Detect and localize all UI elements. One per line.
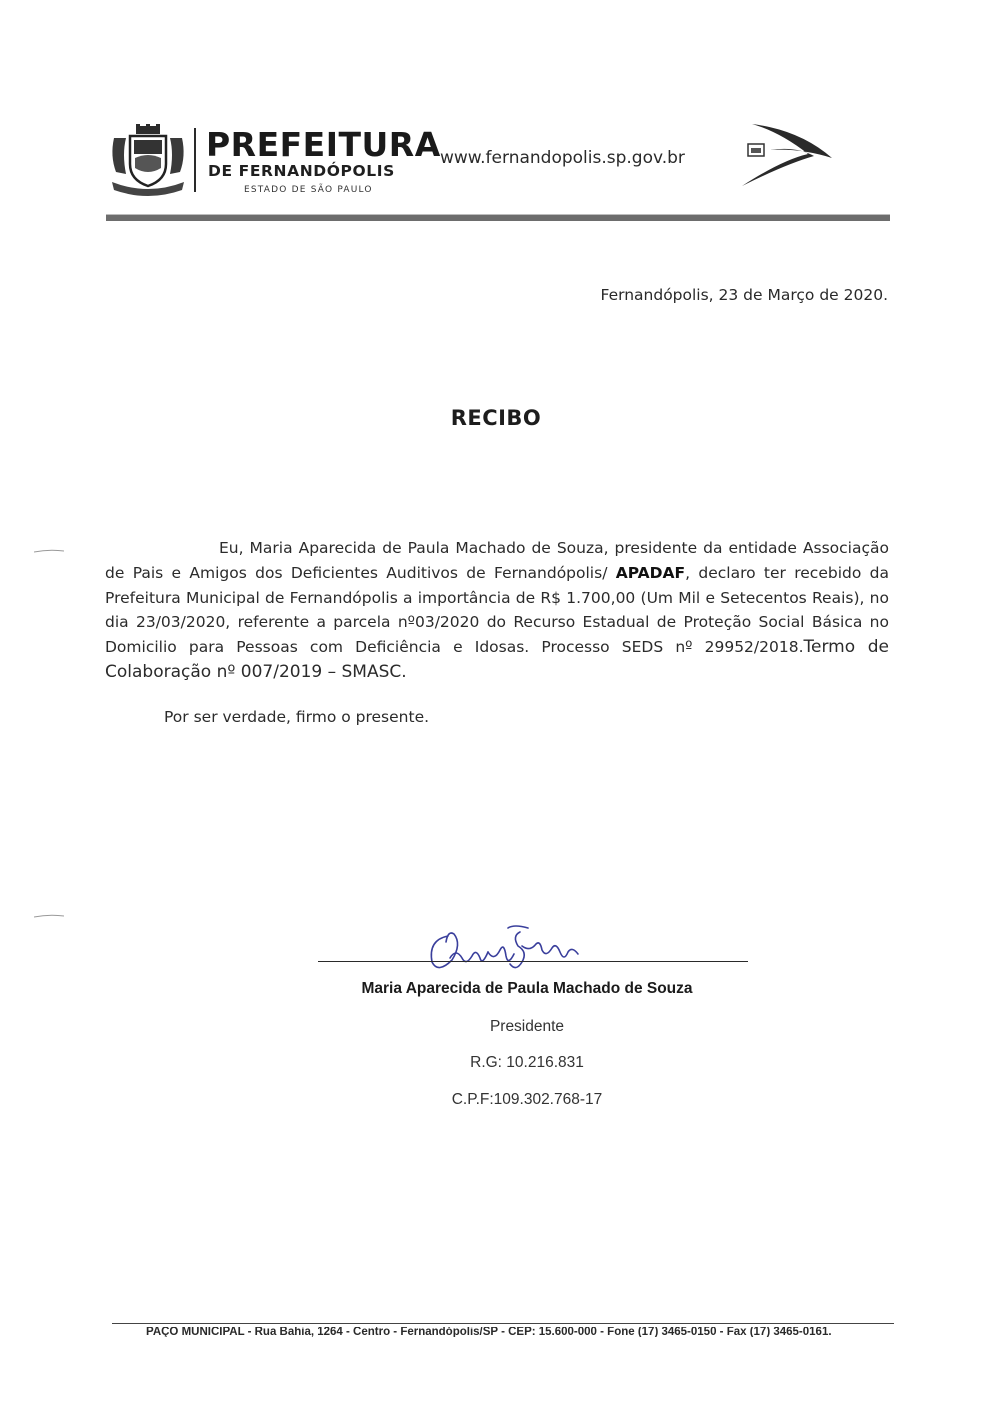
paragraph-text-1: Eu, Maria Aparecida de Paula Machado de Souza, presidente da entidade Associação de Pais e Amigos dos Deficientes Auditivos de Fernandópolis/ (105, 539, 889, 582)
scan-mark (34, 549, 64, 553)
brand-subtitle: DE FERNANDÓPOLIS (208, 162, 395, 180)
entity-acronym: APADAF (615, 563, 686, 582)
handwritten-signature (418, 922, 584, 976)
paragraph-text-2: , declaro ter recebido da Prefeitura Municipal de Fernandópolis a importância de R$ 1.700,00 (Um Mil e Setecentos Reais), no dia 23/03/2020, referente a parcela nº03/2020 do Recurso Estadual de Proteção Social Básica no Domicilio para Pessoas com Deficiência e Idosas. Processo SEDS nº 29952/2018. (105, 563, 889, 657)
signatory-rg: R.G: 10.216.831 (470, 1054, 584, 1071)
website-link[interactable]: www.fernandopolis.sp.gov.br (440, 148, 685, 168)
scan-mark (34, 914, 64, 918)
brand-state: ESTADO DE SÃO PAULO (244, 185, 373, 195)
signature-line (318, 961, 748, 962)
document-title: RECIBO (450, 406, 542, 430)
footer-address: PAÇO MUNICIPAL - Rua Bahia, 1264 - Centro - Fernandópolis/SP - CEP: 15.600-000 - Fone (17) 3465-0150 - Fax (17) 3465-0161. (146, 1327, 832, 1337)
header-divider (194, 128, 196, 192)
arrow-emblem-icon (730, 120, 834, 190)
footer-rule (112, 1323, 894, 1324)
closing-statement: Por ser verdade, firmo o presente. (164, 708, 430, 726)
signatory-cpf: C.P.F:109.302.768-17 (451, 1091, 603, 1108)
coat-of-arms-icon (108, 124, 188, 196)
receipt-paragraph (105, 536, 889, 685)
header-rule (106, 214, 890, 221)
signatory-name: Maria Aparecida de Paula Machado de Souza (361, 980, 693, 997)
document-date: Fernandópolis, 23 de Março de 2020. (600, 286, 888, 304)
paragraph-text-3: Termo de Colaboração nº 007/2019 – SMASC. (105, 637, 889, 682)
signatory-role: Presidente (489, 1018, 565, 1035)
brand-title: PREFEITURA (206, 125, 441, 164)
